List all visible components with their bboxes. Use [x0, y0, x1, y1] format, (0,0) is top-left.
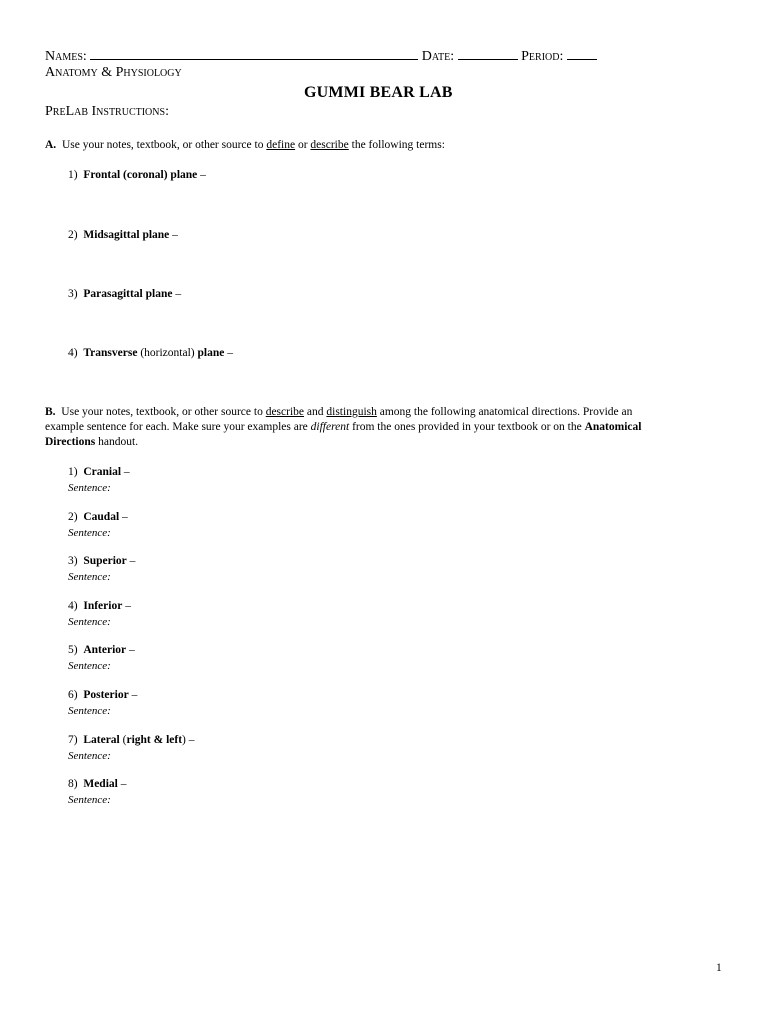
names-label: Names:	[45, 49, 87, 64]
direction-item	[68, 600, 131, 612]
item-number: 4)	[68, 600, 78, 612]
item-number: 6)	[68, 689, 78, 701]
term: Frontal (coronal) plane	[83, 169, 198, 181]
dash: –	[197, 169, 206, 181]
or-word: or	[295, 139, 311, 151]
text: handout.	[95, 436, 139, 448]
page-title: GUMMI BEAR LAB	[304, 84, 453, 101]
sentence-label: Sentence:	[68, 794, 111, 806]
term: Inferior	[83, 600, 123, 612]
describe-word: describe	[310, 139, 349, 151]
term-note: (horizontal)	[137, 347, 198, 359]
period-label: Period:	[521, 49, 564, 64]
direction-item	[68, 555, 135, 567]
term: Caudal	[83, 511, 120, 523]
dash: –	[119, 511, 128, 523]
plane-item	[68, 169, 206, 181]
page-number: 1	[716, 962, 722, 974]
term: Superior	[83, 555, 127, 567]
sentence-label: Sentence:	[68, 571, 111, 583]
section-b-line-2	[45, 421, 641, 433]
dash: –	[169, 229, 178, 241]
direction-item	[68, 644, 135, 656]
course-name: Anatomy & Physiology	[45, 65, 182, 80]
anatomical-word: Anatomical	[584, 421, 642, 433]
direction-item	[68, 689, 137, 701]
sentence-label: Sentence:	[68, 527, 111, 539]
plane-item	[68, 229, 178, 241]
text: among the following anatomical directions. Provide an	[376, 406, 633, 418]
dash: –	[121, 466, 130, 478]
dash: –	[126, 555, 136, 567]
section-b-letter: B.	[45, 406, 56, 418]
term-2: right & left	[126, 734, 183, 746]
section-a-text-1: Use your notes, textbook, or other source to	[61, 139, 267, 151]
sentence-label: Sentence:	[68, 705, 111, 717]
text: example sentence for each. Make sure your examples are	[45, 421, 311, 433]
define-word: define	[266, 139, 296, 151]
describe-word: describe	[265, 406, 305, 418]
item-number: 8)	[68, 778, 78, 790]
dash: –	[224, 347, 233, 359]
sentence-label: Sentence:	[68, 616, 111, 628]
item-number: 2)	[68, 511, 78, 523]
term-2: plane	[197, 347, 225, 359]
names-field[interactable]	[90, 47, 418, 60]
section-b-line-3	[45, 436, 138, 448]
period-field[interactable]	[567, 47, 597, 60]
text: from the ones provided in your textbook or on the	[349, 421, 585, 433]
text: and	[304, 406, 327, 418]
section-b-line-1	[45, 406, 632, 418]
dash: –	[128, 689, 138, 701]
direction-item	[68, 734, 195, 746]
item-number: 5)	[68, 644, 78, 656]
direction-item	[68, 511, 128, 523]
section-a-instructions	[45, 139, 445, 151]
item-number: 1)	[68, 169, 78, 181]
different-word: different	[310, 421, 350, 433]
item-number: 4)	[68, 347, 78, 359]
direction-item	[68, 466, 130, 478]
direction-item	[68, 778, 126, 790]
dash: –	[117, 778, 127, 790]
term: Parasagittal plane	[83, 288, 173, 300]
plane-item	[68, 288, 181, 300]
term: Medial	[83, 778, 118, 790]
term: Posterior	[83, 689, 129, 701]
directions-word: Directions	[45, 436, 96, 448]
sentence-label: Sentence:	[68, 482, 111, 494]
date-label: Date:	[421, 49, 455, 64]
distinguish-word: distinguish	[326, 406, 377, 418]
text: Use your notes, textbook, or other source to	[61, 406, 266, 418]
sentence-label: Sentence:	[68, 750, 111, 762]
date-field[interactable]	[458, 47, 518, 60]
item-number: 1)	[68, 466, 78, 478]
dash: –	[172, 288, 182, 300]
item-number: 3)	[68, 288, 78, 300]
term: Lateral	[83, 734, 120, 746]
dash: –	[126, 644, 135, 656]
item-number: 3)	[68, 555, 78, 567]
section-a-text-2: the following terms:	[348, 139, 445, 151]
header-names-row	[45, 47, 597, 65]
term-note: (	[119, 734, 127, 746]
term: Transverse	[83, 347, 138, 359]
term: Cranial	[83, 466, 122, 478]
sentence-label: Sentence:	[68, 660, 111, 672]
dash: –	[122, 600, 131, 612]
dash: ) –	[182, 734, 195, 746]
term: Anterior	[83, 644, 127, 656]
prelab-heading: PreLab Instructions:	[45, 104, 169, 119]
plane-item	[68, 347, 233, 359]
section-a-letter: A.	[45, 139, 57, 151]
term: Midsagittal plane	[83, 229, 170, 241]
item-number: 2)	[68, 229, 78, 241]
item-number: 7)	[68, 734, 78, 746]
